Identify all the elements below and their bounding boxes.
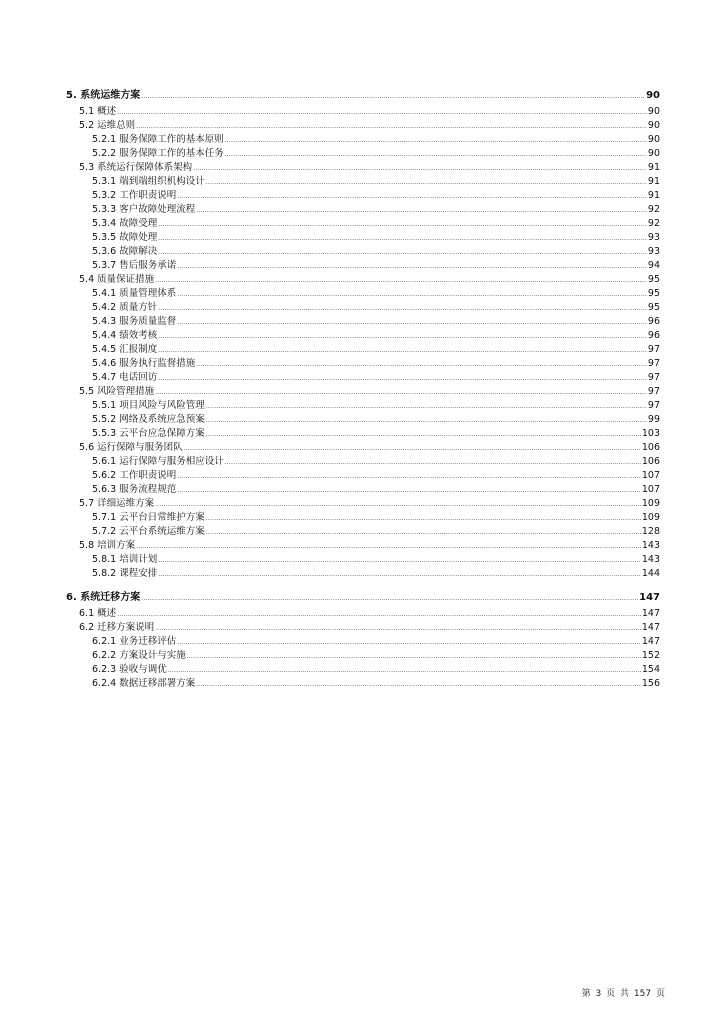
toc-entry[interactable] (66, 621, 660, 635)
toc-entry-title: 5.2.2 服务保障工作的基本任务 (92, 148, 224, 159)
toc-dot-leader (158, 568, 641, 582)
toc-entry[interactable] (66, 539, 660, 553)
toc-dot-leader (168, 664, 641, 678)
toc-entry-page: 92 (647, 204, 660, 215)
toc-dot-leader (177, 288, 647, 302)
toc-entry-page: 109 (641, 512, 660, 523)
toc-entry-title: 6.2 迁移方案说明 (79, 622, 155, 633)
toc-entry-title: 5.3 系统运行保障体系架构 (79, 162, 193, 173)
toc-entry-title: 5.3.5 故障处理 (92, 232, 158, 243)
toc-dot-leader (206, 428, 641, 442)
toc-entry-page: 90 (647, 134, 660, 145)
toc-entry-page: 97 (647, 372, 660, 383)
toc-entry-page: 99 (647, 414, 660, 425)
toc-entry[interactable] (66, 203, 660, 217)
toc-entry[interactable] (66, 607, 660, 621)
toc-entry-title: 5.3.1 端到端组织机构设计 (92, 176, 205, 187)
toc-entry-title: 5.7 详细运维方案 (79, 498, 155, 509)
toc-entry-page: 97 (647, 358, 660, 369)
toc-dot-leader (193, 162, 647, 176)
toc-entry[interactable] (66, 469, 660, 483)
toc-entry-page: 96 (647, 316, 660, 327)
toc-dot-leader (206, 512, 641, 526)
toc-dot-leader (206, 414, 647, 428)
toc-dot-leader (141, 88, 645, 106)
toc-entry-title: 5.4 质量保证措施 (79, 274, 155, 285)
toc-dot-leader (117, 608, 641, 622)
toc-entry-title: 5.6.2 工作职责说明 (92, 470, 177, 481)
toc-entry[interactable] (66, 189, 660, 203)
toc-entry[interactable] (66, 273, 660, 287)
page-footer (581, 986, 666, 999)
toc-entry-title: 5.5.1 项目风险与风险管理 (92, 400, 205, 411)
toc-entry-title: 5.4.5 汇报制度 (92, 344, 158, 355)
toc-dot-leader (136, 120, 647, 134)
toc-entry-title: 5.5 风险管理措施 (79, 386, 155, 397)
toc-dot-leader (177, 636, 641, 650)
toc-dot-leader (177, 470, 641, 484)
toc-entry-page: 156 (641, 678, 660, 689)
toc-entry-title: 5.3.2 工作职责说明 (92, 190, 177, 201)
toc-dot-leader (155, 386, 647, 400)
toc-entry-page: 97 (647, 400, 660, 411)
toc-entry[interactable] (66, 315, 660, 329)
toc-entry-title: 5.5.3 云平台应急保障方案 (92, 428, 205, 439)
toc-entry-title: 5.8 培训方案 (79, 540, 136, 551)
toc-dot-leader (177, 260, 647, 274)
toc-entry-title: 5.3.6 故障解决 (92, 246, 158, 257)
toc-entry[interactable] (66, 217, 660, 231)
toc-entry[interactable] (66, 399, 660, 413)
toc-entry[interactable] (66, 677, 660, 691)
toc-entry[interactable] (66, 663, 660, 677)
toc-entry[interactable] (66, 635, 660, 649)
toc-entry-page: 93 (647, 232, 660, 243)
toc-entry-page: 143 (641, 554, 660, 565)
toc-dot-leader (206, 176, 647, 190)
toc-entry-page: 103 (641, 428, 660, 439)
toc-dot-leader (177, 484, 641, 498)
toc-entry-title: 5.1 概述 (79, 106, 117, 117)
toc-entry-title: 5.4.1 质量管理体系 (92, 288, 177, 299)
toc-entry-page: 147 (641, 622, 660, 633)
toc-entry-title: 5.6 运行保障与服务团队 (79, 442, 183, 453)
toc-entry-page: 91 (647, 190, 660, 201)
toc-dot-leader (158, 344, 647, 358)
toc-entry-title: 6.2.3 验收与调优 (92, 664, 167, 675)
toc-dot-leader (155, 274, 647, 288)
toc-dot-leader (158, 302, 647, 316)
toc-entry-page: 143 (641, 540, 660, 551)
footer-page-word: 页 (606, 989, 616, 999)
footer-total-word: 共 (620, 989, 630, 999)
toc-entry[interactable] (66, 329, 660, 343)
toc-dot-leader (196, 358, 647, 372)
toc-entry-page: 95 (647, 274, 660, 285)
toc-entry[interactable] (66, 589, 660, 607)
toc-entry-page: 96 (647, 330, 660, 341)
toc-dot-leader (196, 678, 641, 692)
toc-entry-title: 5. 系统运维方案 (66, 90, 141, 101)
toc-entry[interactable] (66, 441, 660, 455)
toc-dot-leader (177, 316, 647, 330)
toc-entry-title: 6.2.1 业务迁移评估 (92, 636, 177, 647)
toc-dot-leader (206, 526, 641, 540)
toc-entry-page: 94 (647, 260, 660, 271)
toc-entry-page: 90 (647, 106, 660, 117)
toc-dot-leader (196, 204, 647, 218)
toc-dot-leader (141, 590, 638, 608)
toc-dot-leader (158, 330, 647, 344)
toc-entry[interactable] (66, 371, 660, 385)
toc-dot-leader (136, 540, 641, 554)
toc-entry-page: 147 (641, 608, 660, 619)
table-of-contents (66, 87, 660, 691)
toc-entry[interactable] (66, 385, 660, 399)
toc-entry-page: 97 (647, 344, 660, 355)
toc-entry-page: 128 (641, 526, 660, 537)
toc-entry[interactable] (66, 175, 660, 189)
toc-entry[interactable] (66, 455, 660, 469)
footer-prefix: 第 (581, 989, 591, 999)
toc-dot-leader (158, 232, 647, 246)
toc-entry-page: 92 (647, 218, 660, 229)
toc-entry[interactable] (66, 245, 660, 259)
toc-entry-title: 6.2.2 方案设计与实施 (92, 650, 186, 661)
toc-entry[interactable] (66, 287, 660, 301)
toc-entry-title: 5.2.1 服务保障工作的基本原则 (92, 134, 224, 145)
toc-entry-title: 5.4.6 服务执行监督措施 (92, 358, 196, 369)
toc-entry-page: 97 (647, 386, 660, 397)
toc-entry-title: 5.5.2 网络及系统应急预案 (92, 414, 205, 425)
toc-entry-title: 5.6.3 服务流程规范 (92, 484, 177, 495)
toc-entry-page: 109 (641, 498, 660, 509)
toc-entry-title: 6.1 概述 (79, 608, 117, 619)
toc-entry[interactable] (66, 511, 660, 525)
toc-dot-leader (117, 106, 647, 120)
toc-entry[interactable] (66, 525, 660, 539)
toc-entry-title: 5.2 运维总则 (79, 120, 136, 131)
toc-entry-page: 91 (647, 176, 660, 187)
toc-entry[interactable] (66, 567, 660, 581)
toc-dot-leader (177, 190, 647, 204)
toc-entry[interactable] (66, 427, 660, 441)
toc-entry-page: 91 (647, 162, 660, 173)
footer-current-page: 3 (595, 989, 602, 999)
toc-entry-page: 147 (639, 592, 660, 603)
toc-entry-title: 5.8.1 培训计划 (92, 554, 158, 565)
toc-entry-page: 107 (641, 470, 660, 481)
toc-entry[interactable] (66, 119, 660, 133)
toc-entry[interactable] (66, 483, 660, 497)
toc-entry-title: 5.8.2 课程安排 (92, 568, 158, 579)
toc-entry-title: 5.4.4 绩效考核 (92, 330, 158, 341)
toc-entry[interactable] (66, 553, 660, 567)
toc-entry-page: 90 (647, 120, 660, 131)
toc-entry-page: 107 (641, 484, 660, 495)
toc-entry[interactable] (66, 343, 660, 357)
toc-entry-title: 5.4.2 质量方针 (92, 302, 158, 313)
toc-entry-page: 106 (641, 456, 660, 467)
toc-entry-title: 5.4.3 服务质量监督 (92, 316, 177, 327)
toc-entry[interactable] (66, 301, 660, 315)
toc-dot-leader (225, 134, 647, 148)
toc-dot-leader (158, 218, 647, 232)
toc-entry-page: 154 (641, 664, 660, 675)
toc-entry-title: 5.4.7 电话回访 (92, 372, 158, 383)
toc-entry-title: 5.3.7 售后服务承诺 (92, 260, 177, 271)
toc-entry-page: 95 (647, 302, 660, 313)
toc-entry[interactable] (66, 105, 660, 119)
toc-entry[interactable] (66, 87, 660, 105)
toc-entry-page: 144 (641, 568, 660, 579)
toc-entry-title: 5.7.2 云平台系统运维方案 (92, 526, 205, 537)
toc-entry-page: 90 (646, 90, 660, 101)
toc-dot-leader (155, 622, 641, 636)
toc-entry[interactable] (66, 649, 660, 663)
toc-entry-title: 6. 系统迁移方案 (66, 592, 141, 603)
toc-entry-title: 5.3.4 故障受理 (92, 218, 158, 229)
toc-dot-leader (158, 554, 641, 568)
toc-dot-leader (206, 400, 647, 414)
toc-entry[interactable] (66, 357, 660, 371)
toc-entry[interactable] (66, 413, 660, 427)
toc-entry-page: 90 (647, 148, 660, 159)
toc-entry-page: 152 (641, 650, 660, 661)
toc-entry-page: 93 (647, 246, 660, 257)
toc-entry[interactable] (66, 147, 660, 161)
toc-entry-title: 5.3.3 客户故障处理流程 (92, 204, 196, 215)
toc-entry-title: 5.7.1 云平台日常维护方案 (92, 512, 205, 523)
toc-dot-leader (187, 650, 641, 664)
toc-dot-leader (155, 498, 641, 512)
toc-entry[interactable] (66, 231, 660, 245)
toc-entry[interactable] (66, 497, 660, 511)
toc-entry-page: 106 (641, 442, 660, 453)
toc-dot-leader (225, 456, 641, 470)
toc-entry[interactable] (66, 259, 660, 273)
toc-dot-leader (184, 442, 641, 456)
toc-dot-leader (158, 372, 647, 386)
toc-dot-leader (225, 148, 647, 162)
toc-entry-page: 95 (647, 288, 660, 299)
toc-entry-page: 147 (641, 636, 660, 647)
toc-entry[interactable] (66, 133, 660, 147)
footer-suffix: 页 (655, 989, 665, 999)
toc-dot-leader (158, 246, 647, 260)
footer-total-pages: 157 (633, 989, 652, 999)
toc-entry[interactable] (66, 161, 660, 175)
toc-entry-title: 5.6.1 运行保障与服务相应设计 (92, 456, 224, 467)
toc-entry-title: 6.2.4 数据迁移部署方案 (92, 678, 196, 689)
